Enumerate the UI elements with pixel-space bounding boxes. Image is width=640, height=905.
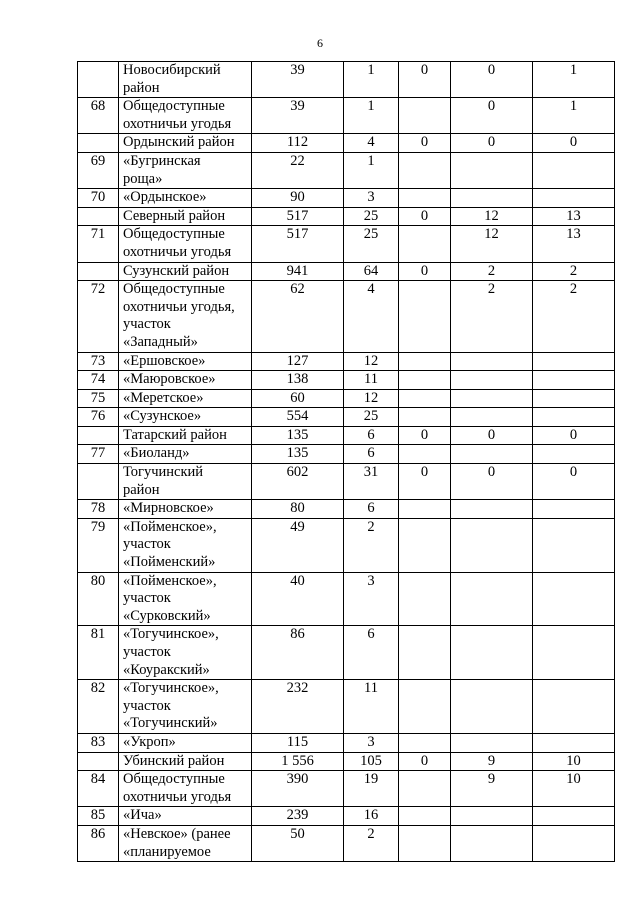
value-cell-c3: 0 (399, 752, 451, 771)
value-cell-c2: 31 (344, 464, 399, 500)
name-line: «Пойменский» (123, 554, 216, 571)
value-cell-c3 (399, 152, 451, 188)
value-cell-c3: 0 (399, 134, 451, 153)
table-row (78, 680, 615, 734)
table-row (78, 426, 615, 445)
value-cell-c5: 13 (533, 226, 615, 262)
value-cell-c4 (451, 445, 533, 464)
value-cell-c2: 16 (344, 807, 399, 826)
value-cell-c2: 2 (344, 518, 399, 572)
page-number: 6 (317, 36, 323, 50)
hunting-grounds-table (77, 61, 615, 862)
value-cell-c3 (399, 445, 451, 464)
value-cell-c3 (399, 189, 451, 208)
name-line: Северный район (123, 207, 226, 224)
value-cell-c4 (451, 500, 533, 519)
value-cell-c4: 0 (451, 98, 533, 134)
name-cell (119, 134, 252, 153)
value-cell-c4 (451, 371, 533, 390)
table-row (78, 226, 615, 262)
value-cell-c2: 64 (344, 262, 399, 281)
name-line: Общедоступные (123, 226, 225, 243)
row-number-cell: 84 (78, 771, 119, 807)
value-cell-c4: 12 (451, 207, 533, 226)
row-number-cell: 83 (78, 733, 119, 752)
table-row (78, 771, 615, 807)
row-number-cell: 76 (78, 408, 119, 427)
value-cell-c2: 6 (344, 500, 399, 519)
name-line: «Тогучинское», (123, 680, 219, 697)
value-cell-c2: 19 (344, 771, 399, 807)
value-cell-c5: 13 (533, 207, 615, 226)
value-cell-c1: 112 (252, 134, 344, 153)
value-cell-c5: 0 (533, 464, 615, 500)
name-line: роща» (123, 170, 163, 187)
value-cell-c2: 25 (344, 207, 399, 226)
name-line: «Тогучинское», (123, 626, 219, 643)
name-cell (119, 807, 252, 826)
value-cell-c5 (533, 500, 615, 519)
table-row (78, 352, 615, 371)
value-cell-c2: 12 (344, 389, 399, 408)
value-cell-c1: 62 (252, 281, 344, 352)
value-cell-c2: 6 (344, 445, 399, 464)
row-number-cell: 82 (78, 680, 119, 734)
value-cell-c4: 9 (451, 771, 533, 807)
value-cell-c4 (451, 572, 533, 626)
value-cell-c4: 0 (451, 62, 533, 98)
name-line: участок (123, 697, 171, 714)
name-line: охотничьи угодья (123, 243, 232, 260)
value-cell-c5 (533, 572, 615, 626)
value-cell-c3 (399, 281, 451, 352)
table-row (78, 262, 615, 281)
table-row (78, 62, 615, 98)
table-row (78, 408, 615, 427)
table-row (78, 207, 615, 226)
name-line: «Сузунское» (123, 408, 202, 425)
name-line: «Меретское» (123, 389, 204, 406)
row-number-cell (78, 262, 119, 281)
row-number-cell: 81 (78, 626, 119, 680)
value-cell-c5: 0 (533, 426, 615, 445)
name-line: Общедоступные (123, 771, 225, 788)
value-cell-c5: 10 (533, 752, 615, 771)
name-line: «Мирновское» (123, 500, 214, 517)
name-cell (119, 408, 252, 427)
value-cell-c3 (399, 518, 451, 572)
table-row (78, 389, 615, 408)
value-cell-c5 (533, 825, 615, 861)
name-cell (119, 207, 252, 226)
value-cell-c3: 0 (399, 62, 451, 98)
name-cell (119, 752, 252, 771)
name-line: Сузунский район (123, 262, 230, 279)
table-row (78, 500, 615, 519)
row-number-cell: 74 (78, 371, 119, 390)
value-cell-c3: 0 (399, 207, 451, 226)
value-cell-c5 (533, 189, 615, 208)
name-cell (119, 262, 252, 281)
name-line: «Укроп» (123, 733, 176, 750)
value-cell-c4: 12 (451, 226, 533, 262)
value-cell-c3 (399, 626, 451, 680)
value-cell-c1: 40 (252, 572, 344, 626)
value-cell-c1: 39 (252, 62, 344, 98)
name-cell (119, 371, 252, 390)
name-line: участок (123, 536, 171, 553)
name-cell (119, 445, 252, 464)
value-cell-c1: 941 (252, 262, 344, 281)
name-line: район (123, 79, 160, 96)
value-cell-c2: 2 (344, 825, 399, 861)
row-number-cell (78, 752, 119, 771)
value-cell-c1: 517 (252, 226, 344, 262)
row-number-cell: 73 (78, 352, 119, 371)
row-number-cell: 70 (78, 189, 119, 208)
value-cell-c3 (399, 371, 451, 390)
value-cell-c5: 1 (533, 62, 615, 98)
name-line: Общедоступные (123, 281, 225, 298)
value-cell-c4 (451, 352, 533, 371)
name-line: «Ича» (123, 807, 162, 824)
table-row (78, 189, 615, 208)
value-cell-c1: 135 (252, 445, 344, 464)
value-cell-c3 (399, 807, 451, 826)
value-cell-c3 (399, 408, 451, 427)
name-line: Убинский район (123, 752, 225, 769)
value-cell-c5 (533, 408, 615, 427)
row-number-cell: 68 (78, 98, 119, 134)
value-cell-c3 (399, 825, 451, 861)
row-number-cell: 78 (78, 500, 119, 519)
value-cell-c5 (533, 626, 615, 680)
name-cell (119, 389, 252, 408)
value-cell-c2: 3 (344, 733, 399, 752)
value-cell-c1: 50 (252, 825, 344, 861)
name-line: «Пойменское», (123, 518, 217, 535)
value-cell-c2: 6 (344, 426, 399, 445)
value-cell-c1: 127 (252, 352, 344, 371)
value-cell-c2: 1 (344, 152, 399, 188)
value-cell-c2: 3 (344, 572, 399, 626)
table-row (78, 733, 615, 752)
value-cell-c5 (533, 733, 615, 752)
row-number-cell (78, 426, 119, 445)
value-cell-c4: 2 (451, 281, 533, 352)
value-cell-c5: 2 (533, 281, 615, 352)
value-cell-c5 (533, 807, 615, 826)
value-cell-c1: 22 (252, 152, 344, 188)
name-line: охотничьи угодья (123, 788, 232, 805)
value-cell-c5 (533, 152, 615, 188)
name-line: «Пойменское», (123, 572, 217, 589)
name-line: охотничьи угодья, (123, 298, 235, 315)
name-line: «Ершовское» (123, 352, 206, 369)
value-cell-c2: 6 (344, 626, 399, 680)
name-line: район (123, 481, 160, 498)
value-cell-c5: 0 (533, 134, 615, 153)
name-cell (119, 281, 252, 352)
row-number-cell: 77 (78, 445, 119, 464)
value-cell-c1: 39 (252, 98, 344, 134)
value-cell-c1: 239 (252, 807, 344, 826)
table-body (78, 62, 615, 862)
row-number-cell: 71 (78, 226, 119, 262)
value-cell-c4: 9 (451, 752, 533, 771)
row-number-cell (78, 464, 119, 500)
value-cell-c1: 1 556 (252, 752, 344, 771)
table-row (78, 98, 615, 134)
value-cell-c2: 12 (344, 352, 399, 371)
value-cell-c1: 232 (252, 680, 344, 734)
name-cell (119, 771, 252, 807)
name-line: «Сурковский» (123, 607, 211, 624)
value-cell-c2: 4 (344, 281, 399, 352)
value-cell-c5 (533, 371, 615, 390)
value-cell-c5 (533, 352, 615, 371)
value-cell-c3 (399, 352, 451, 371)
value-cell-c4 (451, 733, 533, 752)
name-line: «Невское» (ранее (123, 825, 231, 842)
value-cell-c1: 49 (252, 518, 344, 572)
value-cell-c1: 554 (252, 408, 344, 427)
value-cell-c2: 1 (344, 62, 399, 98)
name-line: участок (123, 644, 171, 660)
name-cell (119, 426, 252, 445)
table-row (78, 152, 615, 188)
value-cell-c4: 0 (451, 426, 533, 445)
value-cell-c5 (533, 518, 615, 572)
name-line: Новосибирский (123, 62, 221, 78)
value-cell-c3: 0 (399, 262, 451, 281)
value-cell-c2: 25 (344, 226, 399, 262)
name-cell (119, 226, 252, 262)
name-line: Общедоступные (123, 98, 225, 115)
value-cell-c3: 0 (399, 426, 451, 445)
name-cell (119, 500, 252, 519)
name-line: «Биоланд» (123, 445, 190, 462)
value-cell-c4 (451, 389, 533, 408)
value-cell-c5 (533, 445, 615, 464)
row-number-cell: 85 (78, 807, 119, 826)
row-number-cell (78, 134, 119, 153)
value-cell-c3 (399, 733, 451, 752)
row-number-cell (78, 207, 119, 226)
name-line: «Ордынское» (123, 189, 207, 206)
value-cell-c2: 11 (344, 371, 399, 390)
row-number-cell: 69 (78, 152, 119, 188)
value-cell-c1: 90 (252, 189, 344, 208)
value-cell-c4 (451, 408, 533, 427)
value-cell-c3 (399, 389, 451, 408)
value-cell-c2: 4 (344, 134, 399, 153)
row-number-cell (78, 62, 119, 98)
table-row (78, 752, 615, 771)
value-cell-c1: 602 (252, 464, 344, 500)
value-cell-c4: 0 (451, 134, 533, 153)
value-cell-c2: 3 (344, 189, 399, 208)
name-cell (119, 62, 252, 98)
table-row (78, 134, 615, 153)
row-number-cell: 75 (78, 389, 119, 408)
value-cell-c4 (451, 680, 533, 734)
value-cell-c3 (399, 98, 451, 134)
value-cell-c4 (451, 807, 533, 826)
value-cell-c1: 86 (252, 626, 344, 680)
name-cell (119, 152, 252, 188)
value-cell-c5 (533, 680, 615, 734)
value-cell-c4 (451, 518, 533, 572)
name-cell (119, 825, 252, 861)
name-line: Татарский район (123, 426, 227, 443)
name-cell (119, 733, 252, 752)
name-line: «Бугринская (123, 152, 201, 169)
row-number-cell: 80 (78, 572, 119, 626)
value-cell-c1: 60 (252, 389, 344, 408)
value-cell-c1: 138 (252, 371, 344, 390)
name-line: «Маюровское» (123, 371, 216, 388)
name-cell (119, 680, 252, 734)
value-cell-c3 (399, 226, 451, 262)
name-cell (119, 518, 252, 572)
value-cell-c4: 2 (451, 262, 533, 281)
value-cell-c3 (399, 500, 451, 519)
value-cell-c2: 25 (344, 408, 399, 427)
value-cell-c5: 10 (533, 771, 615, 807)
name-line: «Коуракский» (123, 661, 210, 678)
value-cell-c5: 1 (533, 98, 615, 134)
value-cell-c1: 517 (252, 207, 344, 226)
table-row (78, 281, 615, 352)
value-cell-c3 (399, 572, 451, 626)
value-cell-c2: 105 (344, 752, 399, 771)
value-cell-c4 (451, 152, 533, 188)
value-cell-c4: 0 (451, 464, 533, 500)
row-number-cell: 79 (78, 518, 119, 572)
value-cell-c5: 2 (533, 262, 615, 281)
name-line: участок (123, 590, 171, 607)
table-row (78, 572, 615, 626)
value-cell-c3: 0 (399, 464, 451, 500)
value-cell-c2: 11 (344, 680, 399, 734)
value-cell-c4 (451, 626, 533, 680)
name-line: «планируемое (123, 843, 211, 860)
table-row (78, 626, 615, 680)
table-row (78, 825, 615, 861)
value-cell-c1: 135 (252, 426, 344, 445)
name-cell (119, 572, 252, 626)
name-line: Ордынский район (123, 134, 235, 151)
table-row (78, 807, 615, 826)
value-cell-c3 (399, 771, 451, 807)
name-cell (119, 189, 252, 208)
name-line: Тогучинский (123, 464, 204, 481)
name-line: «Западный» (123, 333, 198, 350)
row-number-cell: 72 (78, 281, 119, 352)
value-cell-c5 (533, 389, 615, 408)
table-row (78, 371, 615, 390)
value-cell-c1: 80 (252, 500, 344, 519)
name-line: «Тогучинский» (123, 715, 218, 732)
value-cell-c1: 390 (252, 771, 344, 807)
value-cell-c1: 115 (252, 733, 344, 752)
value-cell-c3 (399, 680, 451, 734)
name-cell (119, 464, 252, 500)
value-cell-c4 (451, 825, 533, 861)
name-cell (119, 352, 252, 371)
name-cell (119, 98, 252, 134)
name-cell (119, 626, 252, 680)
table-row (78, 518, 615, 572)
table-row (78, 464, 615, 500)
table-row (78, 445, 615, 464)
name-line: охотничьи угодья (123, 115, 232, 132)
name-line: участок (123, 316, 171, 333)
value-cell-c4 (451, 189, 533, 208)
value-cell-c2: 1 (344, 98, 399, 134)
row-number-cell: 86 (78, 825, 119, 861)
